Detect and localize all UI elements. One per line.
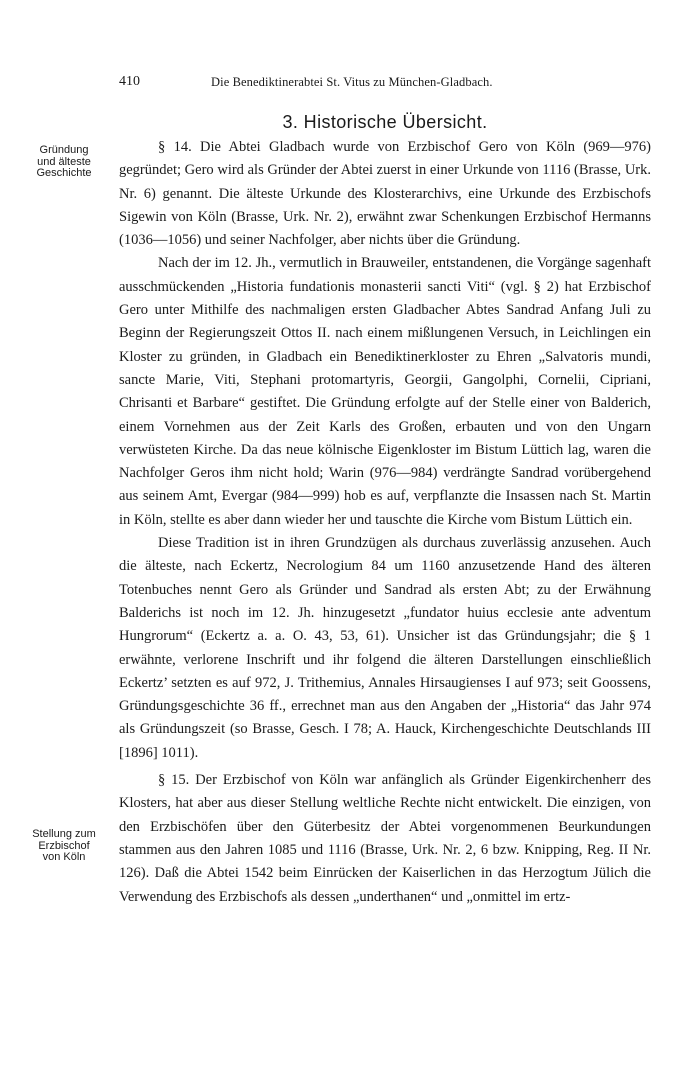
running-title: Die Benediktinerabtei St. Vitus zu München-Gladbach. <box>211 75 493 89</box>
margin-note-line: Erzbischof <box>38 839 90 852</box>
margin-note-line: von Köln <box>42 851 86 863</box>
page-number: 410 <box>119 74 140 89</box>
margin-note-archbishop <box>18 829 110 864</box>
paragraph: Nach der im 12. Jh., vermutlich in Brauweiler, entstandenen, die Vorgänge sagenhaft ausschmückenden „Historia fundationis monasterii sancti Viti“ (vgl. § 2) hat Erzbischof Gero unter Mithilfe des nachmaligen ersten Gladbacher Abtes Sandrad Anfang Juli zu Beginn der Regierungszeit Ottos II. nach einem mißlungenen Versuch, in Leichlingen ein Kloster zu gründen, in Gladbach ein Benediktinerkloster zu Ehren „Salvatoris mundi, sancte Marie, Viti, Stephani protomartyris, Georgii, Gangolphi, Cornelii, Cipriani, Chrisanti et Barbare“ gestiftet. Die Gründung erfolgte auf der Stelle einer von Balderich, einem Vornehmen aus der Zeit Karls des Großen, erbauten und von den Ungarn verwüsteten Kirche. Da das neue kölnische Eigenkloster im Bistum Lüttich lag, waren die Nachfolger Geros ihm nicht hold; Warin (976—984) verdrängte Sandrad vorübergehend aus seinem Amt, Evergar (984—999) hob es auf, verpflanzte die Insassen nach St. Martin in Köln, stellte es aber dann wieder her und tauschte die Kirche vom Bistum Lüttich ein. <box>119 255 651 528</box>
margin-note-line: Geschichte <box>36 167 92 179</box>
margin-note-line: Stellung zum <box>32 828 96 840</box>
section-title: 3. Historische Übersicht. <box>282 112 488 132</box>
margin-note-line: Gründung <box>39 144 89 156</box>
paragraph: § 15. Der Erzbischof von Köln war anfänglich als Gründer Eigenkirchenherr des Klosters, hat aber aus dieser Stellung weltliche Rechte nicht entwickelt. Die einzigen, von den Erzbischöfen über den Güterbesitz der Abtei vorgenommenen Beurkundungen stammen aus den Jahren 1085 und 1116 (Brasse, Urk. Nr. 2, 6 bzw. Knipping, Reg. II Nr. 126). Daß die Abtei 1542 beim Einrücken der Kaiserlichen in das Herzogtum Jülich die Verwendung des Erzbischofs als dessen „underthanen“ und „onmittel im ertz- <box>119 772 651 905</box>
paragraph: Diese Tradition ist in ihren Grundzügen als durchaus zuverlässig anzusehen. Auch die älteste, nach Eckertz, Necrologium 84 um 1160 anzusetzende Hand des älteren Totenbuches nennt Gero als Gründer und Sandrad als ersten Abt; zu der Erwähnung Balderichs ist noch im 12. Jh. hinzugesetzt „fundator huius ecclesie ante adventum Hungrorum“ (Eckertz a. a. O. 43, 53, 61). Unsicher ist das Gründungsjahr; die § 1 erwähnte, verlorene Inschrift und ihr folgend die älteren Darstellungen einschließlich Eckertz’ setzten es auf 972, J. Trithemius, Annales Hirsaugienses I auf 973; seit Goossens, Gründungsgeschichte 36 ff., errechnet man aus den Angaben der „Historia“ das Jahr 974 als Gründungszeit (so Brasse, Gesch. I 78; A. Hauck, Kirchengeschichte Deutschlands III [1896] 1011). <box>119 535 651 761</box>
paragraph: § 14. Die Abtei Gladbach wurde von Erzbischof Gero von Köln (969—976) gegründet; Gero wird als Gründer der Abtei zuerst in einer Urkunde von 1116 (Brasse, Urk. Nr. 6) genannt. Die älteste Urkunde des Klosterarchivs, eine Urkunde des Erzbischofs Sigewin von Köln (Brasse, Urk. Nr. 2), erwähnt zwar Schenkungen Erzbischof Hermanns (1036—1056) und seiner Nachfolger, aber nichts über die Gründung. <box>119 139 651 249</box>
body-text <box>119 136 651 909</box>
margin-note-line: und älteste <box>37 155 91 168</box>
margin-note-founding <box>18 145 110 180</box>
